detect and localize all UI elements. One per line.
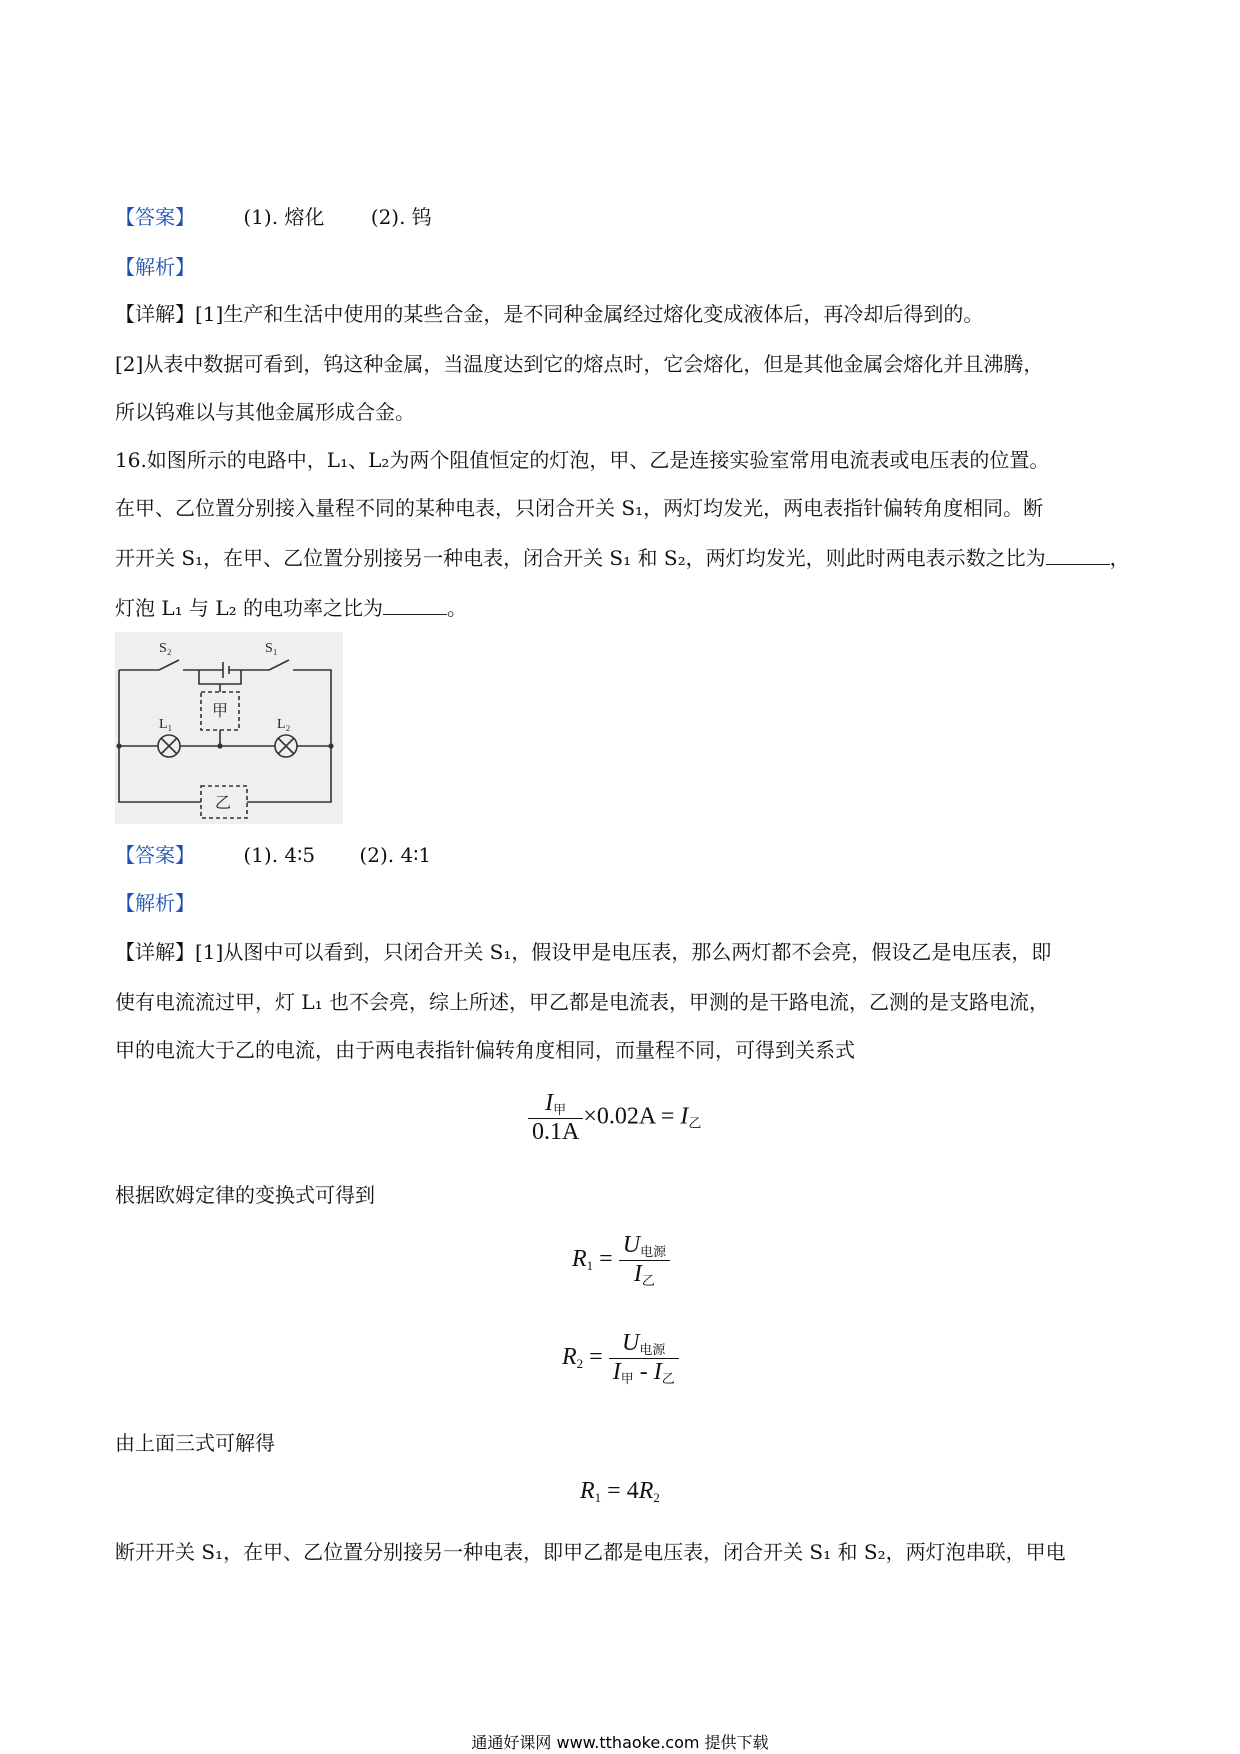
var: U [622, 1330, 640, 1356]
equation-2: $R_1$ = $\frac{U_{电源}}{I_乙}$ [572, 1232, 670, 1289]
detail-paragraph-2b: 所以钨难以与其他金属形成合金。 [115, 400, 415, 424]
punctuation: ， [1109, 546, 1130, 570]
var: R [580, 1478, 595, 1504]
detail-paragraph-2a: [2]从表中数据可看到，钨这种金属，当温度达到它的熔点时，它会熔化，但是其他金属会熔化并且沸腾， [115, 352, 1044, 376]
subscript: 1 [586, 1258, 594, 1274]
var: R [638, 1478, 654, 1504]
eq-mid: = 4 [601, 1478, 639, 1504]
minus: - [633, 1359, 654, 1385]
detail-text: [1]生产和生活中使用的某些合金，是不同种金属经过熔化变成液体后，再冷却后得到的。 [195, 302, 984, 326]
node-right [328, 743, 333, 748]
denominator [619, 1260, 670, 1289]
ohm-text: 根据欧姆定律的变换式可得到 [115, 1183, 375, 1207]
analysis-tag: 【解析】 [115, 255, 195, 279]
subscript: 电源 [640, 1244, 667, 1259]
subscript: 2 [653, 1490, 660, 1505]
equation-3: $R_2$ = $\frac{U_{电源}}{I_甲 - I_乙}$ [562, 1330, 679, 1387]
answer-blank-2 [383, 596, 447, 615]
question-text: 开开关 S₁，在甲、乙位置分别接另一种电表，闭合开关 S₁ 和 S₂，两灯均发光，则此时两电表示数之比为 [115, 546, 1046, 570]
label-jia: 甲 [212, 701, 229, 720]
detail-line-1 [115, 938, 1051, 966]
equation-4 [580, 1478, 660, 1506]
var: I [633, 1261, 642, 1287]
question-text: 灯泡 L₁ 与 L₂ 的电功率之比为 [115, 596, 384, 620]
circuit-diagram [115, 632, 343, 824]
answer-line-16 [115, 841, 431, 869]
answer-item-2: (2). 钨 [370, 205, 432, 229]
fraction [528, 1090, 583, 1146]
solve-text: 由上面三式可解得 [115, 1431, 275, 1455]
label-yi: 乙 [215, 793, 232, 812]
numerator [609, 1330, 679, 1358]
detail-line-3: 甲的电流大于乙的电流，由于两电表指针偏转角度相同，而量程不同，可得到关系式 [115, 1038, 855, 1062]
question-16-line-3 [115, 544, 1130, 572]
fraction [619, 1232, 670, 1289]
numerator [619, 1232, 670, 1260]
answer-line-15 [115, 203, 432, 231]
subscript: 乙 [661, 1371, 675, 1386]
var: R [562, 1344, 577, 1371]
subscript: 2 [576, 1356, 584, 1372]
detail-tag: 【详解】 [115, 302, 195, 326]
numerator [528, 1090, 583, 1118]
label-l2: L₂ [277, 717, 291, 732]
subscript: 甲 [553, 1102, 567, 1117]
var: I [612, 1359, 621, 1385]
answer-item-2: (2). 4∶1 [359, 843, 432, 867]
detail-text: [1]从图中可以看到，只闭合开关 S₁，假设甲是电压表，那么两灯都不会亮，假设乙是电压表，即 [195, 940, 1052, 964]
punctuation: 。 [447, 596, 468, 620]
detail-tag: 【详解】 [115, 940, 195, 964]
subscript: 1 [594, 1490, 602, 1505]
equation-1 [528, 1090, 701, 1146]
node-left [116, 743, 121, 748]
var: R [572, 1246, 587, 1273]
question-16-line-2: 在甲、乙位置分别接入量程不同的某种电表，只闭合开关 S₁，两灯均发光，两电表指针偏转角度相同。断 [115, 496, 1044, 520]
label-s1: S₁ [265, 641, 278, 656]
var: I [680, 1103, 689, 1130]
answer-item-1: (1). 熔化 [243, 205, 325, 229]
footer-text: 通通好课网 www.tthaoke.com 提供下载 [471, 1733, 769, 1752]
subscript: 甲 [620, 1371, 634, 1386]
last-line: 断开开关 S₁，在甲、乙位置分别接另一种电表，即甲乙都是电压表，闭合开关 S₁ 和 S₂，两灯泡串联，甲电 [115, 1540, 1066, 1564]
var: I [653, 1359, 662, 1385]
answer-blank-1 [1046, 546, 1110, 565]
answer-item-1: (1). 4∶5 [243, 843, 316, 867]
analysis-tag: 【解析】 [115, 891, 195, 915]
question-16-line-4 [115, 594, 467, 622]
label-l1: L₁ [159, 717, 173, 732]
label-s2: S₂ [159, 641, 172, 656]
detail-line-2: 使有电流流过甲，灯 L₁ 也不会亮，综上所述，甲乙都是电流表，甲测的是干路电流，乙测的是支路电流， [115, 990, 1050, 1014]
denominator [609, 1358, 679, 1387]
var: U [622, 1232, 641, 1258]
denominator: 0.1A [528, 1118, 583, 1146]
var: I [545, 1090, 554, 1116]
eq-rest: ×0.02A = [583, 1103, 681, 1130]
answer-tag: 【答案】 [115, 205, 195, 229]
answer-tag: 【答案】 [115, 843, 195, 867]
subscript: 电源 [639, 1342, 666, 1357]
fraction [609, 1330, 679, 1387]
subscript: 乙 [641, 1273, 655, 1288]
subscript: 乙 [688, 1115, 702, 1131]
question-16-line-1: 16.如图所示的电路中，L₁、L₂为两个阻值恒定的灯泡，甲、乙是连接实验室常用电流表或电压表的位置。 [115, 448, 1050, 472]
node-center [217, 743, 222, 748]
detail-paragraph-1 [115, 300, 983, 328]
